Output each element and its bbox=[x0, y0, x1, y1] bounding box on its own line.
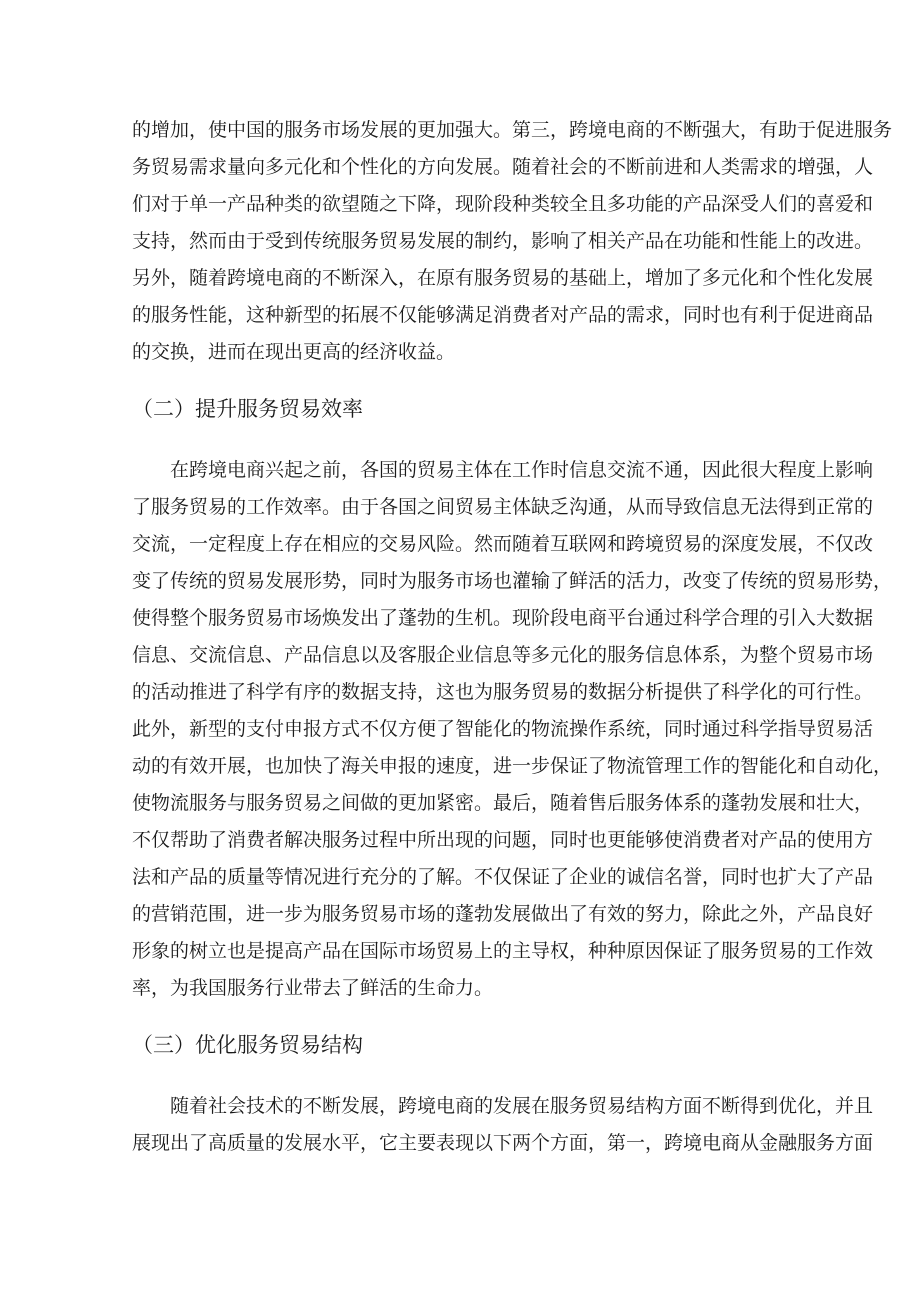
paragraph-2-line-10: 使物流服务与服务贸易之间做的更加紧密。最后，随着售后服务体系的蓬勃发展和壮大， bbox=[132, 792, 874, 814]
paragraph-2-line-2: 了服务贸易的工作效率。由于各国之间贸易主体缺乏沟通，从而导致信息无法得到正常的 bbox=[132, 496, 874, 518]
paragraph-1-line-2: 务贸易需求量向多元化和个性化的方向发展。随着社会的不断前进和人类需求的增强，人 bbox=[132, 156, 874, 178]
section-heading-3: （三）优化服务贸易结构 bbox=[132, 1033, 363, 1057]
paragraph-3-line-1: 随着社会技术的不断发展，跨境电商的发展在服务贸易结构方面不断得到优化，并且 bbox=[132, 1095, 874, 1117]
paragraph-2-line-15: 率，为我国服务行业带去了鲜活的生命力。 bbox=[132, 977, 494, 999]
paragraph-2-line-13: 的营销范围，进一步为服务贸易市场的蓬勃发展做出了有效的努力，除此之外，产品良好 bbox=[132, 903, 874, 925]
paragraph-2-line-8: 此外，新型的支付申报方式不仅方便了智能化的物流操作系统，同时通过科学指导贸易活 bbox=[132, 718, 874, 740]
paragraph-2-line-12: 法和产品的质量等情况进行充分的了解。不仅保证了企业的诚信名誉，同时也扩大了产品 bbox=[132, 866, 874, 888]
paragraph-1-line-4: 支持，然而由于受到传统服务贸易发展的制约，影响了相关产品在功能和性能上的改进。 bbox=[132, 230, 874, 252]
paragraph-2-line-11: 不仅帮助了消费者解决服务过程中所出现的问题，同时也更能够使消费者对产品的使用方 bbox=[132, 829, 874, 851]
paragraph-1-line-1: 的增加，使中国的服务市场发展的更加强大。第三，跨境电商的不断强大，有助于促进服务 bbox=[132, 119, 893, 141]
paragraph-1-line-5: 另外，随着跨境电商的不断深入，在原有服务贸易的基础上，增加了多元化和个性化发展 bbox=[132, 267, 874, 289]
paragraph-2-line-9: 动的有效开展，也加快了海关申报的速度，进一步保证了物流管理工作的智能化和自动化， bbox=[132, 755, 893, 777]
paragraph-1-line-6: 的服务性能，这种新型的拓展不仅能够满足消费者对产品的需求，同时也有利于促进商品 bbox=[132, 304, 874, 326]
paragraph-2-line-7: 的活动推进了科学有序的数据支持，这也为服务贸易的数据分析提供了科学化的可行性。 bbox=[132, 681, 874, 703]
paragraph-2-line-14: 形象的树立也是提高产品在国际市场贸易上的主导权，种种原因保证了服务贸易的工作效 bbox=[132, 940, 874, 962]
paragraph-3-line-2: 展现出了高质量的发展水平，它主要表现以下两个方面，第一，跨境电商从金融服务方面 bbox=[132, 1132, 874, 1154]
paragraph-2-line-1: 在跨境电商兴起之前，各国的贸易主体在工作时信息交流不通，因此很大程度上影响 bbox=[132, 459, 874, 481]
paragraph-1-line-3: 们对于单一产品种类的欲望随之下降，现阶段种类较全且多功能的产品深受人们的喜爱和 bbox=[132, 193, 874, 215]
paragraph-2-line-3: 交流，一定程度上存在相应的交易风险。然而随着互联网和跨境贸易的深度发展，不仅改 bbox=[132, 533, 874, 555]
paragraph-2-line-5: 使得整个服务贸易市场焕发出了蓬勃的生机。现阶段电商平台通过科学合理的引入大数据 bbox=[132, 607, 874, 629]
section-heading-2: （二）提升服务贸易效率 bbox=[132, 397, 363, 421]
paragraph-2-line-4: 变了传统的贸易发展形势，同时为服务市场也灌输了鲜活的活力，改变了传统的贸易形势， bbox=[132, 570, 893, 592]
paragraph-1-line-7: 的交换，进而在现出更高的经济收益。 bbox=[132, 341, 456, 363]
paragraph-2-line-6: 信息、交流信息、产品信息以及客服企业信息等多元化的服务信息体系，为整个贸易市场 bbox=[132, 644, 874, 666]
